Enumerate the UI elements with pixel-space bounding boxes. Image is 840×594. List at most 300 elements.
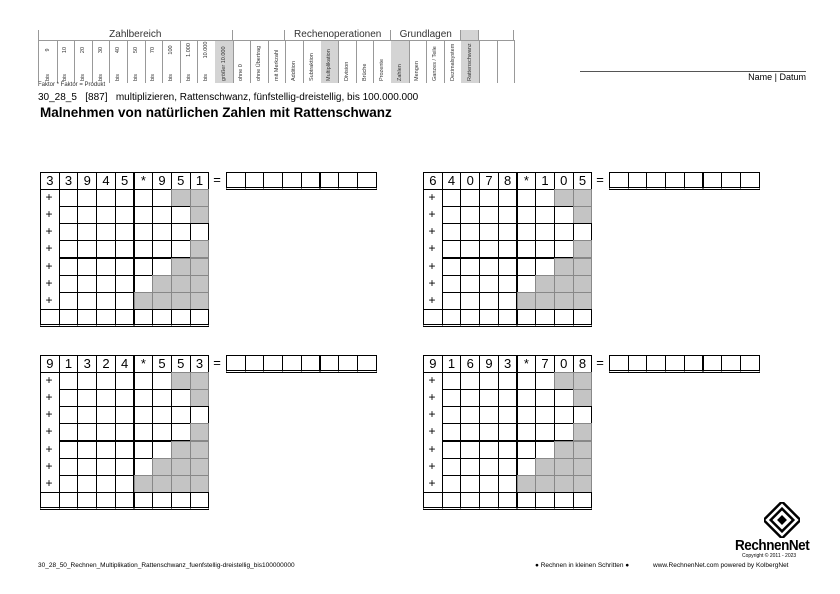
plus-sign: + [45, 441, 53, 456]
range-column [197, 40, 216, 83]
factor-digit: 0 [554, 355, 574, 373]
partial-product-cell[interactable] [171, 423, 191, 441]
sum-cell[interactable] [573, 492, 593, 510]
partial-product-cell[interactable] [152, 223, 172, 241]
partial-product-cell[interactable] [59, 423, 79, 441]
partial-product-cell[interactable] [134, 258, 154, 276]
sum-cell[interactable] [479, 492, 499, 510]
rechnennet-logo-icon [764, 502, 800, 538]
partial-product-cell[interactable] [517, 275, 537, 293]
sum-cell[interactable] [479, 309, 499, 327]
partial-product-cell[interactable] [554, 223, 574, 241]
partial-product-cell[interactable] [442, 189, 462, 207]
factor-digit: 3 [59, 172, 79, 190]
shaded-cell [573, 389, 593, 407]
partial-product-cell[interactable] [517, 240, 537, 258]
partial-product-cell[interactable] [190, 223, 210, 241]
partial-product-cell[interactable] [134, 406, 154, 424]
partial-product-cell[interactable] [152, 189, 172, 207]
result-cell[interactable] [703, 172, 723, 190]
result-cell[interactable] [245, 355, 265, 373]
partial-product-cell[interactable] [96, 223, 116, 241]
partial-product-cell[interactable] [498, 458, 518, 476]
partial-product-cell[interactable] [517, 372, 537, 390]
sum-cell[interactable] [554, 492, 574, 510]
partial-product-cell[interactable] [115, 275, 135, 293]
partial-product-cell[interactable] [152, 372, 172, 390]
equals-sign: = [596, 172, 604, 187]
shaded-cell [171, 292, 191, 310]
result-cell[interactable] [665, 355, 685, 373]
result-cell[interactable] [609, 355, 629, 373]
range-value: 30 [97, 46, 104, 54]
partial-product-cell[interactable] [535, 423, 555, 441]
sum-cell[interactable] [423, 309, 443, 327]
partial-product-cell[interactable] [96, 458, 116, 476]
partial-product-cell[interactable] [498, 275, 518, 293]
sum-cell[interactable] [134, 492, 154, 510]
partial-product-cell[interactable] [460, 406, 480, 424]
plus-sign: + [45, 458, 53, 473]
partial-product-cell[interactable] [77, 258, 97, 276]
result-cell[interactable] [245, 172, 265, 190]
partial-product-cell[interactable] [59, 292, 79, 310]
partial-product-cell[interactable] [59, 258, 79, 276]
result-cell[interactable] [665, 172, 685, 190]
sum-cell[interactable] [535, 492, 555, 510]
partial-product-cell[interactable] [535, 389, 555, 407]
partial-product-cell[interactable] [96, 406, 116, 424]
partial-product-cell[interactable] [152, 441, 172, 459]
partial-product-cell[interactable] [134, 206, 154, 224]
range-column [162, 40, 181, 83]
result-cell[interactable] [282, 355, 302, 373]
sum-cell[interactable] [573, 309, 593, 327]
result-cell[interactable] [703, 355, 723, 373]
sum-cell[interactable] [535, 309, 555, 327]
partial-product-cell[interactable] [554, 206, 574, 224]
partial-product-cell[interactable] [59, 206, 79, 224]
partial-product-cell[interactable] [134, 223, 154, 241]
group-extra [233, 30, 286, 40]
partial-product-cell[interactable] [152, 423, 172, 441]
partial-product-cell[interactable] [115, 189, 135, 207]
partial-product-cell[interactable] [535, 406, 555, 424]
extra-column [250, 40, 269, 83]
result-cell[interactable] [263, 355, 283, 373]
sum-cell[interactable] [498, 492, 518, 510]
factor-digit: * [134, 355, 154, 373]
range-value: 1.000 [185, 43, 192, 57]
partial-product-cell[interactable] [498, 206, 518, 224]
partial-product-cell[interactable] [517, 223, 537, 241]
result-cell[interactable] [721, 172, 741, 190]
partial-product-cell[interactable] [535, 240, 555, 258]
plus-sign: + [428, 207, 436, 222]
partial-product-cell[interactable] [77, 389, 97, 407]
partial-product-cell[interactable] [460, 206, 480, 224]
partial-product-cell[interactable] [442, 423, 462, 441]
partial-product-cell[interactable] [115, 206, 135, 224]
partial-product-cell[interactable] [442, 406, 462, 424]
factor-digit: 1 [442, 355, 462, 373]
partial-product-cell[interactable] [517, 389, 537, 407]
result-cell[interactable] [338, 355, 358, 373]
partial-product-cell[interactable] [134, 189, 154, 207]
partial-product-cell[interactable] [77, 292, 97, 310]
sum-cell[interactable] [190, 492, 210, 510]
result-cell[interactable] [357, 355, 377, 373]
partial-product-cell[interactable] [517, 441, 537, 459]
shaded-cell [554, 372, 574, 390]
partial-product-cell[interactable] [442, 275, 462, 293]
result-cell[interactable] [628, 172, 648, 190]
partial-product-cell[interactable] [573, 223, 593, 241]
partial-product-cell[interactable] [535, 189, 555, 207]
partial-product-cell[interactable] [59, 240, 79, 258]
partial-product-cell[interactable] [171, 206, 191, 224]
shaded-cell [190, 372, 210, 390]
partial-product-cell[interactable] [59, 406, 79, 424]
partial-product-cell[interactable] [498, 406, 518, 424]
partial-product-cell[interactable] [498, 240, 518, 258]
partial-product-cell[interactable] [96, 372, 116, 390]
sum-cell[interactable] [134, 309, 154, 327]
partial-product-cell[interactable] [59, 275, 79, 293]
result-cell[interactable] [226, 355, 246, 373]
partial-product-cell[interactable] [59, 372, 79, 390]
partial-product-cell[interactable] [517, 458, 537, 476]
sum-cell[interactable] [171, 309, 191, 327]
sum-cell[interactable] [115, 309, 135, 327]
partial-product-cell[interactable] [115, 223, 135, 241]
partial-product-cell[interactable] [535, 258, 555, 276]
partial-product-cell[interactable] [59, 223, 79, 241]
factor-digit: 6 [423, 172, 443, 190]
sum-cell[interactable] [517, 309, 537, 327]
partial-product-cell[interactable] [115, 258, 135, 276]
equals-sign: = [213, 355, 221, 370]
partial-product-cell[interactable] [460, 223, 480, 241]
column-label: Subtraktion [308, 53, 315, 81]
partial-product-cell[interactable] [554, 406, 574, 424]
result-cell[interactable] [320, 172, 340, 190]
partial-product-cell[interactable] [171, 389, 191, 407]
sum-cell[interactable] [460, 492, 480, 510]
partial-product-cell[interactable] [460, 475, 480, 493]
plus-sign: + [45, 275, 53, 290]
partial-product-cell[interactable] [479, 475, 499, 493]
partial-product-cell[interactable] [442, 292, 462, 310]
partial-product-cell[interactable] [77, 206, 97, 224]
partial-product-cell[interactable] [498, 292, 518, 310]
partial-product-cell[interactable] [134, 441, 154, 459]
partial-product-cell[interactable] [115, 441, 135, 459]
partial-product-cell[interactable] [96, 389, 116, 407]
result-cell[interactable] [721, 355, 741, 373]
partial-product-cell[interactable] [479, 423, 499, 441]
sum-cell[interactable] [77, 492, 97, 510]
factor-digit: 0 [554, 172, 574, 190]
partial-product-cell[interactable] [171, 240, 191, 258]
factor-digit: 3 [190, 355, 210, 373]
equals-sign: = [596, 355, 604, 370]
range-value: 100 [167, 45, 174, 55]
sum-cell[interactable] [460, 309, 480, 327]
result-cell[interactable] [740, 172, 760, 190]
partial-product-cell[interactable] [77, 423, 97, 441]
factor-digit: 6 [460, 355, 480, 373]
sum-cell[interactable] [554, 309, 574, 327]
plus-sign: + [45, 207, 53, 222]
partial-product-cell[interactable] [479, 389, 499, 407]
partial-product-cell[interactable] [479, 240, 499, 258]
partial-product-cell[interactable] [479, 189, 499, 207]
partial-product-cell[interactable] [442, 240, 462, 258]
partial-product-cell[interactable] [460, 372, 480, 390]
result-cell[interactable] [740, 355, 760, 373]
partial-product-cell[interactable] [498, 258, 518, 276]
partial-product-cell[interactable] [517, 406, 537, 424]
partial-product-cell[interactable] [77, 458, 97, 476]
partial-product-cell[interactable] [535, 223, 555, 241]
result-cell[interactable] [646, 172, 666, 190]
plus-sign: + [45, 424, 53, 439]
sum-cell[interactable] [152, 309, 172, 327]
range-value: 10.000 [203, 41, 210, 59]
range-value: 20 [79, 46, 86, 54]
partial-product-cell[interactable] [134, 458, 154, 476]
result-cell[interactable] [226, 172, 246, 190]
partial-product-cell[interactable] [96, 475, 116, 493]
partial-product-cell[interactable] [479, 275, 499, 293]
shaded-cell [517, 292, 537, 310]
partial-product-cell[interactable] [460, 458, 480, 476]
partial-product-cell[interactable] [152, 258, 172, 276]
partial-product-cell[interactable] [134, 423, 154, 441]
partial-product-cell[interactable] [479, 441, 499, 459]
partial-product-cell[interactable] [59, 389, 79, 407]
partial-product-cell[interactable] [77, 475, 97, 493]
plus-sign: + [45, 224, 53, 239]
sum-cell[interactable] [40, 309, 60, 327]
result-cell[interactable] [338, 172, 358, 190]
sum-cell[interactable] [498, 309, 518, 327]
result-cell[interactable] [646, 355, 666, 373]
partial-product-cell[interactable] [115, 389, 135, 407]
bis-label: bis [62, 73, 69, 81]
partial-product-cell[interactable] [96, 441, 116, 459]
partial-product-cell[interactable] [442, 458, 462, 476]
partial-product-cell[interactable] [498, 389, 518, 407]
partial-product-cell[interactable] [498, 475, 518, 493]
partial-product-cell[interactable] [171, 223, 191, 241]
partial-product-cell[interactable] [460, 275, 480, 293]
partial-product-cell[interactable] [152, 406, 172, 424]
sum-cell[interactable] [59, 309, 79, 327]
plus-sign: + [428, 458, 436, 473]
partial-product-cell[interactable] [498, 223, 518, 241]
partial-product-cell[interactable] [115, 372, 135, 390]
partial-product-cell[interactable] [115, 406, 135, 424]
sum-cell[interactable] [40, 492, 60, 510]
sum-cell[interactable] [423, 492, 443, 510]
sum-cell[interactable] [442, 492, 462, 510]
result-cell[interactable] [357, 172, 377, 190]
footer-slogan: ● Rechnen in kleinen Schritten ● [535, 562, 630, 569]
partial-product-cell[interactable] [442, 258, 462, 276]
partial-product-cell[interactable] [554, 389, 574, 407]
partial-product-cell[interactable] [460, 189, 480, 207]
partial-product-cell[interactable] [115, 292, 135, 310]
partial-product-cell[interactable] [460, 240, 480, 258]
partial-product-cell[interactable] [77, 372, 97, 390]
partial-product-cell[interactable] [479, 223, 499, 241]
partial-product-cell[interactable] [96, 275, 116, 293]
sum-cell[interactable] [59, 492, 79, 510]
partial-product-cell[interactable] [152, 206, 172, 224]
sum-cell[interactable] [190, 309, 210, 327]
partial-product-cell[interactable] [442, 223, 462, 241]
factor-digit: 9 [77, 172, 97, 190]
partial-product-cell[interactable] [96, 240, 116, 258]
sum-cell[interactable] [152, 492, 172, 510]
partial-product-cell[interactable] [442, 372, 462, 390]
partial-product-cell[interactable] [134, 389, 154, 407]
shaded-cell [554, 258, 574, 276]
partial-product-cell[interactable] [460, 423, 480, 441]
range-column-greater [215, 40, 234, 83]
partial-product-cell[interactable] [517, 206, 537, 224]
partial-product-cell[interactable] [517, 189, 537, 207]
empty-column [497, 40, 516, 83]
sum-cell[interactable] [115, 492, 135, 510]
partial-product-cell[interactable] [96, 292, 116, 310]
partial-product-cell[interactable] [115, 240, 135, 258]
partial-product-cell[interactable] [554, 423, 574, 441]
partial-product-cell[interactable] [190, 406, 210, 424]
partial-product-cell[interactable] [498, 423, 518, 441]
partial-product-cell[interactable] [535, 441, 555, 459]
sum-cell[interactable] [96, 492, 116, 510]
partial-product-cell[interactable] [59, 458, 79, 476]
partial-product-cell[interactable] [115, 458, 135, 476]
equals-sign: = [213, 172, 221, 187]
partial-product-cell[interactable] [498, 189, 518, 207]
partial-product-cell[interactable] [77, 275, 97, 293]
partial-product-cell[interactable] [517, 423, 537, 441]
result-cell[interactable] [282, 172, 302, 190]
factor-digit: 2 [96, 355, 116, 373]
factor-digit: 1 [59, 355, 79, 373]
sum-cell[interactable] [96, 309, 116, 327]
partial-product-cell[interactable] [96, 189, 116, 207]
partial-product-cell[interactable] [134, 275, 154, 293]
partial-product-cell[interactable] [442, 475, 462, 493]
partial-product-cell[interactable] [115, 475, 135, 493]
partial-product-cell[interactable] [77, 189, 97, 207]
partial-product-cell[interactable] [517, 258, 537, 276]
footer-site-link[interactable]: www.RechnenNet.com powered by KolbergNet [653, 562, 789, 569]
plus-sign: + [428, 407, 436, 422]
partial-product-cell[interactable] [498, 372, 518, 390]
factor-digit: 5 [573, 172, 593, 190]
partial-product-cell[interactable] [77, 223, 97, 241]
empty-column [479, 40, 498, 83]
shaded-cell [171, 441, 191, 459]
partial-product-cell[interactable] [535, 206, 555, 224]
partial-product-cell[interactable] [479, 206, 499, 224]
subtitle: 30_28_5 [887] multiplizieren, Rattenschwanz, fünfstellig-dreistellig, bis 100.000.000 [38, 92, 419, 103]
partial-product-cell[interactable] [59, 189, 79, 207]
partial-product-cell[interactable] [77, 441, 97, 459]
partial-product-cell[interactable] [134, 372, 154, 390]
result-cell[interactable] [320, 355, 340, 373]
partial-product-cell[interactable] [479, 406, 499, 424]
range-column [127, 40, 146, 83]
shaded-cell [171, 475, 191, 493]
result-cell[interactable] [301, 355, 321, 373]
partial-product-cell[interactable] [134, 240, 154, 258]
sum-cell[interactable] [517, 492, 537, 510]
shaded-cell [152, 292, 172, 310]
factor-digit: 3 [40, 172, 60, 190]
factor-digit: 8 [498, 172, 518, 190]
result-cell[interactable] [684, 172, 704, 190]
partial-product-cell[interactable] [115, 423, 135, 441]
partial-product-cell[interactable] [479, 292, 499, 310]
plus-sign: + [45, 407, 53, 422]
result-cell[interactable] [263, 172, 283, 190]
result-cell[interactable] [609, 172, 629, 190]
partial-product-cell[interactable] [77, 406, 97, 424]
bis-label: bis [97, 73, 104, 81]
partial-product-cell[interactable] [59, 475, 79, 493]
partial-product-cell[interactable] [535, 372, 555, 390]
partial-product-cell[interactable] [442, 206, 462, 224]
partial-product-cell[interactable] [479, 458, 499, 476]
group-special [461, 30, 479, 40]
partial-product-cell[interactable] [573, 406, 593, 424]
partial-product-cell[interactable] [460, 258, 480, 276]
sum-cell[interactable] [77, 309, 97, 327]
partial-product-cell[interactable] [442, 441, 462, 459]
partial-product-cell[interactable] [96, 258, 116, 276]
partial-product-cell[interactable] [498, 441, 518, 459]
partial-product-cell[interactable] [479, 258, 499, 276]
partial-product-cell[interactable] [442, 389, 462, 407]
partial-product-cell[interactable] [96, 206, 116, 224]
sum-cell[interactable] [171, 492, 191, 510]
partial-product-cell[interactable] [96, 423, 116, 441]
result-cell[interactable] [301, 172, 321, 190]
shaded-cell [190, 423, 210, 441]
partial-product-cell[interactable] [479, 372, 499, 390]
partial-product-cell[interactable] [460, 389, 480, 407]
partial-product-cell[interactable] [152, 389, 172, 407]
partial-product-cell[interactable] [460, 292, 480, 310]
partial-product-cell[interactable] [59, 441, 79, 459]
bis-label: bis [203, 73, 210, 81]
result-cell[interactable] [628, 355, 648, 373]
partial-product-cell[interactable] [554, 240, 574, 258]
partial-product-cell[interactable] [77, 240, 97, 258]
sum-cell[interactable] [442, 309, 462, 327]
partial-product-cell[interactable] [171, 406, 191, 424]
partial-product-cell[interactable] [152, 240, 172, 258]
partial-product-cell[interactable] [460, 441, 480, 459]
result-cell[interactable] [684, 355, 704, 373]
